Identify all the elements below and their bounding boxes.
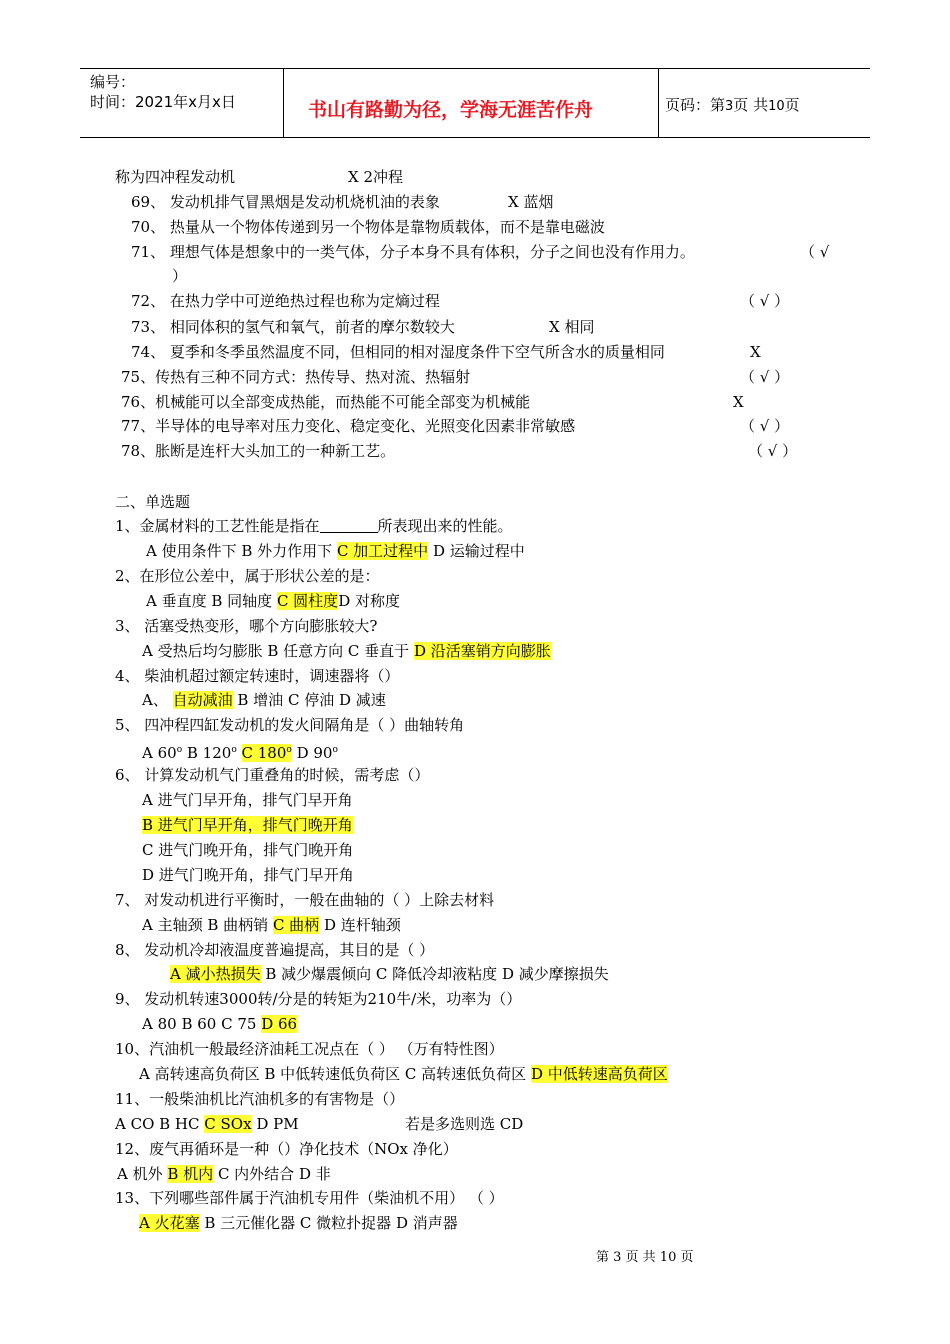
tf-answer-71-close: ） xyxy=(172,267,188,285)
question-6-option-a: A 进气门早开角，排气门早开角 xyxy=(142,791,353,809)
page-number: 页码：第3页 共10页 xyxy=(665,96,800,114)
question-12: 12、废气再循环是一种（）净化技术（NOx 净化） xyxy=(115,1140,458,1158)
blank-line xyxy=(320,517,378,533)
tf-item-74: 74、 夏季和冬季虽然温度不同，但相同的相对湿度条件下空气所含水的质量相同 xyxy=(131,343,665,361)
question-6-option-d: D 进气门晚开角，排气门早开角 xyxy=(142,866,354,884)
tf-answer-71: （ √ xyxy=(800,243,830,261)
answer-highlight: A 火花塞 xyxy=(139,1214,200,1232)
answer-highlight: C 180$^o$ xyxy=(241,744,292,762)
tf-answer-77: （ √ ） xyxy=(740,417,790,435)
question-12-options: A 机外 B 机内 C 内外结合 D 非 xyxy=(117,1165,331,1183)
answer-highlight: D 中低转速高负荷区 xyxy=(530,1065,668,1083)
answer-highlight: C 加工过程中 xyxy=(336,542,429,560)
header-table xyxy=(80,68,870,138)
header-motto-cell xyxy=(284,69,659,137)
tf-answer-74: X xyxy=(750,343,761,361)
tf-answer-72: （ √ ） xyxy=(740,292,790,310)
question-11-note: 若是多选则选 CD xyxy=(405,1115,524,1133)
answer-highlight: C SOx xyxy=(204,1115,252,1133)
question-7-options: A 主轴颈 B 曲柄销 C 曲柄 D 连杆轴颈 xyxy=(142,916,401,934)
tf-item-73: 73、 相同体积的氢气和氧气，前者的摩尔数较大 xyxy=(131,318,455,336)
answer-highlight: B 进气门早开角，排气门晚开角 xyxy=(142,816,353,834)
tf-answer-68: X 2冲程 xyxy=(348,168,403,186)
header-page-cell xyxy=(659,69,870,137)
question-1-options: A 使用条件下 B 外力作用下 C 加工过程中 D 运输过程中 xyxy=(146,542,525,560)
tf-answer-76: X xyxy=(733,393,744,411)
tf-item-68: 称为四冲程发动机 xyxy=(115,168,236,186)
question-4: 4、 柴油机超过额定转速时，调速器将（） xyxy=(115,667,400,685)
tf-item-71: 71、 理想气体是想象中的一类气体，分子本身不具有体积，分子之间也没有作用力。 xyxy=(131,243,695,261)
tf-answer-69: X 蓝烟 xyxy=(508,193,554,211)
answer-highlight: C 曲柄 xyxy=(272,916,320,934)
question-4-options: A、 自动减油 B 增油 C 停油 D 减速 xyxy=(142,691,386,709)
question-7: 7、 对发动机进行平衡时，一般在曲轴的（ ）上除去材料 xyxy=(115,891,495,909)
section-title: 二、单选题 xyxy=(115,493,191,511)
tf-item-78: 78、胀断是连杆大头加工的一种新工艺。 xyxy=(121,442,396,460)
tf-item-69: 69、 发动机排气冒黑烟是发动机烧机油的表象 xyxy=(131,193,440,211)
answer-highlight: C 圆柱度 xyxy=(276,592,339,610)
tf-item-75: 75、传热有三种不同方式：热传导、热对流、热辐射 xyxy=(121,368,471,386)
tf-answer-73: X 相同 xyxy=(549,318,595,336)
question-3-options: A 受热后均匀膨胀 B 任意方向 C 垂直于 D 沿活塞销方向膨胀 xyxy=(142,642,551,660)
question-8-options: A 减小热损失 B 减少爆震倾向 C 降低冷却液粘度 D 减少摩擦损失 xyxy=(170,965,609,983)
header-left-cell xyxy=(80,69,284,137)
time-label: 时间：2021年x月x日 xyxy=(90,93,236,111)
answer-highlight: D 66 xyxy=(261,1015,298,1033)
question-1: 1、金属材料的工艺性能是指在 所表现出来的性能。 xyxy=(115,517,513,535)
question-6: 6、 计算发动机气门重叠角的时候，需考虑（） xyxy=(115,766,430,784)
answer-highlight: 自动减油 xyxy=(172,691,233,709)
question-2-options: A 垂直度 B 同轴度 C 圆柱度D 对称度 xyxy=(146,592,400,610)
answer-highlight: A 减小热损失 xyxy=(170,965,261,983)
question-8: 8、 发动机冷却液温度普遍提高，其目的是（ ） xyxy=(115,941,435,959)
question-9: 9、 发动机转速3000转/分是的转矩为210牛/米，功率为（） xyxy=(115,990,522,1008)
question-9-options: A 80 B 60 C 75 D 66 xyxy=(142,1015,298,1033)
question-6-option-b xyxy=(142,815,353,835)
question-3: 3、 活塞受热变形，哪个方向膨胀较大? xyxy=(115,617,378,635)
question-5-options: A 60$^o$ B 120$^o$ C 180$^o$ D 90$^o$ xyxy=(142,744,338,762)
question-11-options: A CO B HC C SOx D PM xyxy=(115,1115,299,1133)
question-5: 5、 四冲程四缸发动机的发火间隔角是（ ）曲轴转角 xyxy=(115,716,465,734)
question-10: 10、汽油机一般最经济油耗工况点在（ ） （万有特性图） xyxy=(115,1040,504,1058)
page-footer: 第 3 页 共 10 页 xyxy=(596,1250,694,1265)
question-13-options: A 火花塞 B 三元催化器 C 微粒扑捉器 D 消声器 xyxy=(139,1214,458,1232)
question-2: 2、在形位公差中，属于形状公差的是： xyxy=(115,567,380,585)
question-10-options: A 高转速高负荷区 B 中低转速低负荷区 C 高转速低负荷区 D 中低转速高负荷区 xyxy=(139,1065,668,1083)
tf-item-77: 77、半导体的电导率对压力变化、稳定变化、光照变化因素非常敏感 xyxy=(121,417,576,435)
answer-highlight: B 机内 xyxy=(167,1165,214,1183)
tf-answer-78: （ √ ） xyxy=(748,442,798,460)
tf-item-70: 70、 热量从一个物体传递到另一个物体是靠物质载体，而不是靠电磁波 xyxy=(131,218,605,236)
tf-item-72: 72、 在热力学中可逆绝热过程也称为定熵过程 xyxy=(131,292,440,310)
answer-highlight: D 沿活塞销方向膨胀 xyxy=(413,642,551,660)
question-13: 13、下列哪些部件属于汽油机专用件（柴油机不用） （ ） xyxy=(115,1189,504,1207)
motto: 书山有路勤为径，学海无涯苦作舟 xyxy=(308,99,594,121)
question-6-option-c: C 进气门晚开角，排气门晚开角 xyxy=(142,841,354,859)
number-label: 编号： xyxy=(90,73,136,91)
tf-answer-75: （ √ ） xyxy=(740,368,790,386)
question-11: 11、一般柴油机比汽油机多的有害物是（） xyxy=(115,1090,405,1108)
tf-item-76: 76、机械能可以全部变成热能，而热能不可能全部变为机械能 xyxy=(121,393,531,411)
